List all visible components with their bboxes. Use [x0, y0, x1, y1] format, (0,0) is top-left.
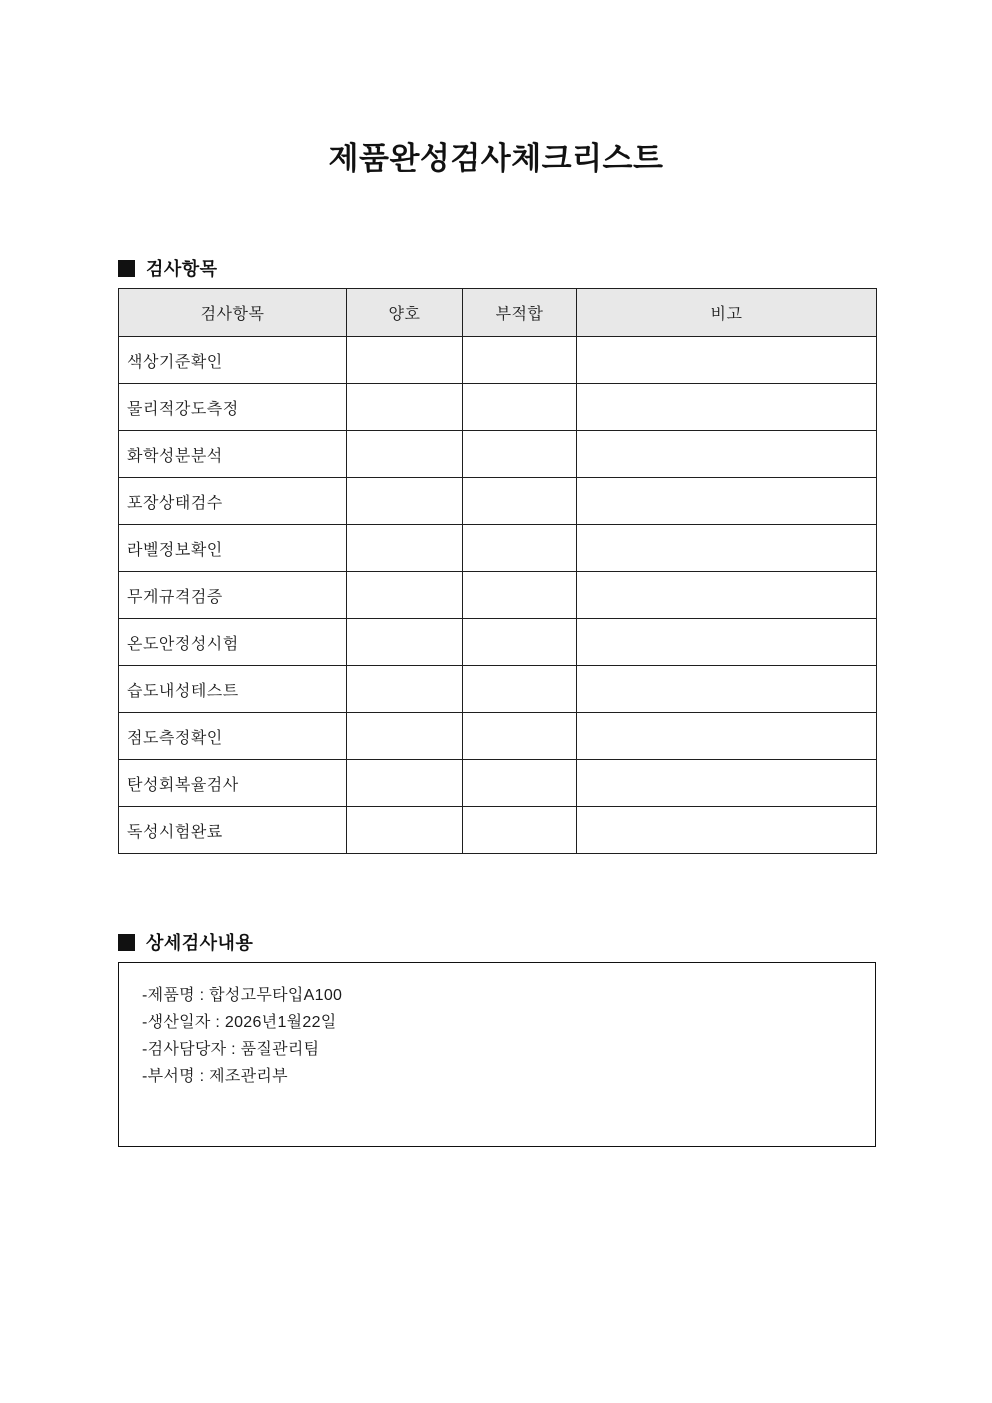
- inspection-item-cell: 습도내성테스트: [119, 666, 347, 713]
- inspection-item-cell: 탄성회복율검사: [119, 760, 347, 807]
- good-checkbox-cell: [347, 807, 463, 854]
- column-header-good: 양호: [347, 289, 463, 337]
- inspection-item-cell: 독성시험완료: [119, 807, 347, 854]
- section-heading-detail-contents: [118, 929, 253, 955]
- section-heading-label: 검사항목: [146, 259, 218, 279]
- table-row: [119, 619, 877, 666]
- remarks-cell: [577, 572, 877, 619]
- detail-line: -제품명 : 합성고무타입A100: [142, 987, 343, 1004]
- column-header-fail: 부적합: [463, 289, 577, 337]
- fail-checkbox-cell: [463, 572, 577, 619]
- inspection-item-cell: 무게규격검증: [119, 572, 347, 619]
- good-checkbox-cell: [347, 713, 463, 760]
- inspection-item-cell: 온도안정성시험: [119, 619, 347, 666]
- section-heading-label: 상세검사내용: [146, 933, 254, 953]
- good-checkbox-cell: [347, 525, 463, 572]
- remarks-cell: [577, 807, 877, 854]
- table-row: [119, 760, 877, 807]
- good-checkbox-cell: [347, 478, 463, 525]
- inspection-item-cell: 포장상태검수: [119, 478, 347, 525]
- fail-checkbox-cell: [463, 525, 577, 572]
- remarks-cell: [577, 337, 877, 384]
- inspection-item-cell: 라벨정보확인: [119, 525, 347, 572]
- column-header-item: 검사항목: [119, 289, 347, 337]
- table-row: [119, 666, 877, 713]
- remarks-cell: [577, 713, 877, 760]
- table-row: [119, 572, 877, 619]
- section-heading-inspection-items: [118, 255, 218, 281]
- fail-checkbox-cell: [463, 666, 577, 713]
- page-title: 제품완성검사체크리스트: [328, 141, 664, 176]
- detail-line: -부서명 : 제조관리부: [142, 1068, 288, 1085]
- fail-checkbox-cell: [463, 760, 577, 807]
- good-checkbox-cell: [347, 384, 463, 431]
- table-row: [119, 478, 877, 525]
- square-bullet-icon: [118, 260, 135, 277]
- detail-line: -검사담당자 : 품질관리팀: [142, 1041, 320, 1058]
- good-checkbox-cell: [347, 619, 463, 666]
- table-row: [119, 337, 877, 384]
- remarks-cell: [577, 431, 877, 478]
- remarks-cell: [577, 666, 877, 713]
- fail-checkbox-cell: [463, 431, 577, 478]
- fail-checkbox-cell: [463, 337, 577, 384]
- fail-checkbox-cell: [463, 807, 577, 854]
- inspection-item-cell: 화학성분분석: [119, 431, 347, 478]
- remarks-cell: [577, 478, 877, 525]
- inspection-item-cell: 점도측정확인: [119, 713, 347, 760]
- good-checkbox-cell: [347, 337, 463, 384]
- inspection-item-cell: 물리적강도측정: [119, 384, 347, 431]
- good-checkbox-cell: [347, 431, 463, 478]
- table-row: [119, 525, 877, 572]
- table-row: [119, 431, 877, 478]
- table-row: [119, 807, 877, 854]
- good-checkbox-cell: [347, 666, 463, 713]
- good-checkbox-cell: [347, 760, 463, 807]
- table-row: [119, 384, 877, 431]
- inspection-checklist-table: [118, 288, 877, 854]
- remarks-cell: [577, 384, 877, 431]
- fail-checkbox-cell: [463, 384, 577, 431]
- column-header-remarks: 비고: [577, 289, 877, 337]
- table-body: [119, 337, 877, 854]
- remarks-cell: [577, 525, 877, 572]
- table-row: [119, 713, 877, 760]
- fail-checkbox-cell: [463, 713, 577, 760]
- inspection-item-cell: 색상기준확인: [119, 337, 347, 384]
- remarks-cell: [577, 619, 877, 666]
- good-checkbox-cell: [347, 572, 463, 619]
- remarks-cell: [577, 760, 877, 807]
- detail-line: -생산일자 : 2026년1월22일: [142, 1014, 337, 1031]
- table-header-row: [119, 289, 877, 337]
- detail-contents-box: [118, 962, 876, 1147]
- fail-checkbox-cell: [463, 478, 577, 525]
- fail-checkbox-cell: [463, 619, 577, 666]
- square-bullet-icon: [118, 934, 135, 951]
